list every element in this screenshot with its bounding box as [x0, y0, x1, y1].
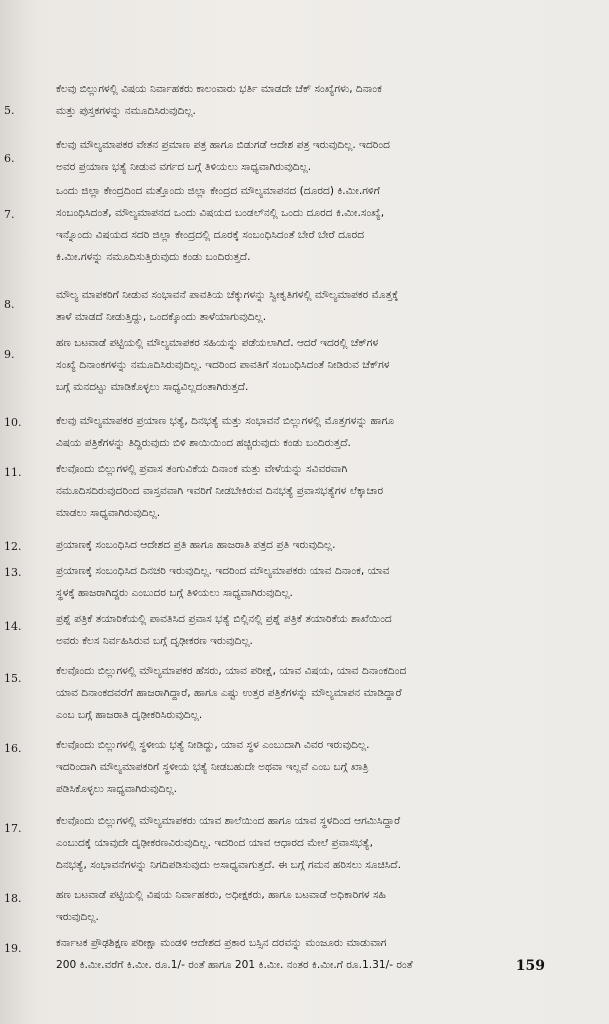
item-line: ಕೆಲವೊಂದು ಬಿಲ್ಲುಗಳಲ್ಲಿ ಮೌಲ್ಯಮಾಪಕರು ಯಾವ ಶಾಲೆಯಿಂದ ಹಾಗೂ ಯಾವ ಸ್ಥಳದಿಂದ ಆಗಮಿಸಿದ್ದಾರೆ [56, 815, 401, 827]
item-line: ಹಣ ಬಟವಾಡೆ ಪಟ್ಟಿಯಲ್ಲಿ ವಿಷಯ ನಿರ್ವಾಹಕರು, ಅಧೀಕ್ಷಕರು, ಹಾಗೂ ಬಟವಾಡೆ ಅಧಿಕಾರಿಗಳ ಸಹಿ [56, 889, 386, 901]
item-number: 5. [4, 104, 15, 117]
item-number: 13. [4, 566, 22, 579]
item-number: 14. [4, 620, 22, 633]
item-line: ಇದರಿಂದಾಗಿ ಮೌಲ್ಯಮಾಪಕರಿಗೆ ಸ್ಥಳೀಯ ಭತ್ಯೆ ನೀಡಬಹುದೇ ಅಥವಾ ಇಲ್ಲವೆ ಎಂಬ ಬಗ್ಗೆ ಖಾತ್ರಿ [56, 761, 369, 773]
item-line: ಇರುವುದಿಲ್ಲ. [56, 911, 99, 923]
item-line: ದಿನಭತ್ಯೆ, ಸಂಭಾವನೆಗಳನ್ನು ನಿಗದಿಪಡಿಸುವುದು ಅಸಾಧ್ಯವಾಗುತ್ತದೆ. ಈ ಬಗ್ಗೆ ಗಮನ ಹರಿಸಲು ಸೂಚಿಸಿದೆ. [56, 859, 401, 871]
item-line: ಅವರು ಕೆಲಸ ನಿರ್ವಹಿಸಿರುವ ಬಗ್ಗೆ ದೃಢೀಕರಣ ಇರುವುದಿಲ್ಲ. [56, 635, 253, 647]
item-line: ಹಣ ಬಟವಾಡೆ ಪಟ್ಟಿಯಲ್ಲಿ ಮೌಲ್ಯಮಾಪಕರ ಸಹಿಯನ್ನು ಪಡೆಯಲಾಗಿದೆ. ಆದರೆ ಇದರಲ್ಲಿ ಚೆಕ್‌ಗಳ [56, 337, 379, 349]
item-line: ಒಂದು ಜಿಲ್ಲಾ ಕೇಂದ್ರದಿಂದ ಮತ್ತೊಂದು ಜಿಲ್ಲಾ ಕೇಂದ್ರದ ಮೌಲ್ಯಮಾಪನದ (ದೂರದ) ಕಿ.ಮೀ.ಗಳಿಗೆ [56, 185, 380, 197]
item-line: ಎಂಬುದಕ್ಕೆ ಯಾವುದೇ ದೃಢೀಕರಣವಿರುವುದಿಲ್ಲ. ಇದರಿಂದ ಯಾವ ಆಧಾರದ ಮೇಲೆ ಪ್ರವಾಸಭತ್ಯೆ, [56, 837, 373, 849]
item-line: ಇನ್ನೊಂದು ವಿಷಯದ ಸದರಿ ಜಿಲ್ಲಾ ಕೇಂದ್ರದಲ್ಲಿ ದೂರಕ್ಕೆ ಸಂಬಂಧಿಸಿದಂತೆ ಬೇರೆ ಬೇರೆ ದೂರದ [56, 229, 365, 241]
item-line: ವಿಷಯ ಪತ್ರಿಕೆಗಳನ್ನು ತಿದ್ದಿರುವುದು ಬಿಳಿ ಶಾಯಿಯಿಂದ ಹಚ್ಚಿರುವುದು ಕಂಡು ಬಂದಿರುತ್ತದೆ. [56, 437, 351, 449]
item-line: ಅವರ ಪ್ರಯಾಣ ಭತ್ಯೆ ನೀಡುವ ವರ್ಗದ ಬಗ್ಗೆ ತಿಳಿಯಲು ಸಾಧ್ಯವಾಗಿರುವುದಿಲ್ಲ. [56, 161, 312, 173]
item-line: ಕೆಲವು ಮೌಲ್ಯಮಾಪಕರ ವೇತನ ಪ್ರಮಾಣ ಪತ್ರ ಹಾಗೂ ಬಿಡುಗಡೆ ಆದೇಶ ಪತ್ರ ಇರುವುದಿಲ್ಲ. ಇದರಿಂದ [56, 139, 390, 151]
item-line: ತಾಳೆ ಮಾಡದೆ ನೀಡುತ್ತಿದ್ದು, ಒಂದಕ್ಕೊಂದು ತಾಳೆಯಾಗುವುದಿಲ್ಲ. [56, 311, 267, 323]
item-number: 10. [4, 416, 22, 429]
item-line: ಸಂಖ್ಯೆ ದಿನಾಂಕಗಳನ್ನು ನಮೂದಿಸಿರುವುದಿಲ್ಲ. ಇದರಿಂದ ಪಾವತಿಗೆ ಸಂಬಂಧಿಸಿದಂತೆ ನೀಡಿರುವ ಚೆಕ್‌ಗಳ [56, 359, 390, 371]
item-line: ಮೌಲ್ಯ ಮಾಪಕರಿಗೆ ನೀಡುವ ಸಂಭಾವನೆ ಪಾವತಿಯ ಚೆಕ್ಕುಗಳನ್ನು ಸ್ವೀಕೃತಿಗಳಲ್ಲಿ ಮೌಲ್ಯಮಾಪಕರ ಮೊತ್ತಕ್ಕೆ [56, 289, 399, 301]
item-number: 11. [4, 466, 22, 479]
item-line: ಕರ್ನಾಟಕ ಪ್ರೌಢಶಿಕ್ಷಣ ಪರೀಕ್ಷಾ ಮಂಡಳಿ ಆದೇಶದ ಪ್ರಕಾರ ಬಸ್ಸಿನ ದರವನ್ನು ಮಂಜೂರು ಮಾಡುವಾಗ [56, 937, 387, 949]
item-line: ಬಗ್ಗೆ ಮನದಟ್ಟು ಮಾಡಿಕೊಳ್ಳಲು ಸಾಧ್ಯವಿಲ್ಲದಂತಾಗಿರುತ್ತದೆ. [56, 381, 249, 393]
item-line: ಎಂಬ ಬಗ್ಗೆ ಹಾಜರಾತಿ ದೃಢೀಕರಿಸಿರುವುದಿಲ್ಲ. [56, 709, 203, 721]
item-number: 9. [4, 348, 15, 361]
item-line: ಪ್ರಯಾಣಕ್ಕೆ ಸಂಬಂಧಿಸಿದ ಆದೇಶದ ಪ್ರತಿ ಹಾಗೂ ಹಾಜರಾತಿ ಪತ್ರದ ಪ್ರತಿ ಇರುವುದಿಲ್ಲ. [56, 539, 336, 551]
item-number: 12. [4, 540, 22, 553]
item-line: ಕಿ.ಮೀ.ಗಳನ್ನು ನಮೂದಿಸುತ್ತಿರುವುದು ಕಂಡು ಬಂದಿರುತ್ತದೆ. [56, 251, 251, 263]
item-line: 200 ಕಿ.ಮೀ.ವರೆಗೆ ಕಿ.ಮೀ. ರೂ.1/- ರಂತೆ ಹಾಗೂ 201 ಕಿ.ಮೀ. ನಂತರ ಕಿ.ಮೀ.ಗೆ ರೂ.1.31/- ರಂತೆ [56, 959, 413, 971]
item-line: ಕೆಲವು ಬಿಲ್ಲುಗಳಲ್ಲಿ ವಿಷಯ ನಿರ್ವಾಹಕರು ಕಾಲಂವಾರು ಭರ್ತಿ ಮಾಡದೇ ಚೆಕ್ ಸಂಖ್ಯೆಗಳು, ದಿನಾಂಕ [56, 83, 382, 95]
item-line: ಪ್ರಶ್ನೆ ಪತ್ರಿಕೆ ತಯಾರಿಕೆಯಲ್ಲಿ ಪಾವತಿಸಿದ ಪ್ರವಾಸ ಭತ್ಯೆ ಬಿಲ್ಲಿನಲ್ಲಿ ಪ್ರಶ್ನೆ ಪತ್ರಿಕೆ ತಯಾರಿಕೆಯ ಶಾಖೆಯಿಂದ [56, 613, 392, 625]
item-line: ಪಡಿಸಿಕೊಳ್ಳಲು ಸಾಧ್ಯವಾಗಿರುವುದಿಲ್ಲ. [56, 783, 178, 795]
item-line: ಕೆಲವೊಂದು ಬಿಲ್ಲುಗಳಲ್ಲಿ ಪ್ರವಾಸ ತಂಗುವಿಕೆಯ ದಿನಾಂಕ ಮತ್ತು ವೇಳೆಯನ್ನು ಸವಿವರವಾಗಿ [56, 463, 348, 475]
item-number: 17. [4, 822, 22, 835]
item-line: ಮಾಡಲು ಸಾಧ್ಯವಾಗಿರುವುದಿಲ್ಲ. [56, 507, 161, 519]
item-line: ಮತ್ತು ಪುಸ್ತಕಗಳನ್ನು ನಮೂದಿಸಿರುವುದಿಲ್ಲ. [56, 105, 196, 117]
item-number: 8. [4, 298, 15, 311]
item-line: ಯಾವ ದಿನಾಂಕದವರೆಗೆ ಹಾಜರಾಗಿದ್ದಾರೆ, ಹಾಗೂ ಎಷ್ಟು ಉತ್ತರ ಪತ್ರಿಕೆಗಳನ್ನು ಮೌಲ್ಯಮಾಪನ ಮಾಡಿದ್ದಾರೆ [56, 687, 402, 699]
item-line: ಸ್ಥಳಕ್ಕೆ ಹಾಜರಾಗಿದ್ದರು ಎಂಬುದರ ಬಗ್ಗೆ ತಿಳಿಯಲು ಸಾಧ್ಯವಾಗಿರುವುದಿಲ್ಲ. [56, 587, 293, 599]
item-number: 16. [4, 742, 22, 755]
item-line: ಕೆಲವೊಂದು ಬಿಲ್ಲುಗಳಲ್ಲಿ ಮೌಲ್ಯಮಾಪಕರ ಹೆಸರು, ಯಾವ ಪರೀಕ್ಷೆ, ಯಾವ ವಿಷಯ, ಯಾವ ದಿನಾಂಕದಿಂದ [56, 665, 407, 677]
item-number: 6. [4, 152, 15, 165]
item-line: ಕೆಲವೊಂದು ಬಿಲ್ಲುಗಳಲ್ಲಿ ಸ್ಥಳೀಯ ಭತ್ಯೆ ನೀಡಿದ್ದು, ಯಾವ ಸ್ಥಳ ಎಂಬುದಾಗಿ ವಿವರ ಇರುವುದಿಲ್ಲ. [56, 739, 370, 751]
item-number: 19. [4, 942, 22, 955]
item-line: ಪ್ರಯಾಣಕ್ಕೆ ಸಂಬಂಧಿಸಿದ ದಿನಚರಿ ಇರುವುದಿಲ್ಲ. ಇದರಿಂದ ಮೌಲ್ಯಮಾಪಕರು ಯಾವ ದಿನಾಂಕ, ಯಾವ [56, 565, 390, 577]
item-number: 7. [4, 208, 15, 221]
item-number: 15. [4, 672, 22, 685]
item-line: ಸಂಬಂಧಿಸಿದಂತೆ, ಮೌಲ್ಯಮಾಪನದ ಒಂದು ವಿಷಯದ ಬಂಡಲ್‌ನಲ್ಲಿ ಒಂದು ದೂರದ ಕಿ.ಮೀ.ಸಂಖ್ಯೆ, [56, 207, 385, 219]
item-number: 18. [4, 892, 22, 905]
page-number: 159 [515, 958, 545, 974]
item-line: ಕೆಲವು ಮೌಲ್ಯಮಾಪಕರ ಪ್ರಯಾಣ ಭತ್ಯೆ, ದಿನಭತ್ಯೆ ಮತ್ತು ಸಂಭಾವನೆ ಬಿಲ್ಲುಗಳಲ್ಲಿ ಮೊತ್ತಗಳನ್ನು ಹಾಗೂ [56, 415, 395, 427]
item-line: ನಮೂದಿಸದಿರುವುದರಿಂದ ವಾಸ್ತವವಾಗಿ ಇವರಿಗೆ ನೀಡಬೇಕಿರುವ ದಿನಭತ್ಯೆ ಪ್ರವಾಸಭತ್ಯೆಗಳ ಲೆಕ್ಕಾಚಾರ [56, 485, 384, 497]
